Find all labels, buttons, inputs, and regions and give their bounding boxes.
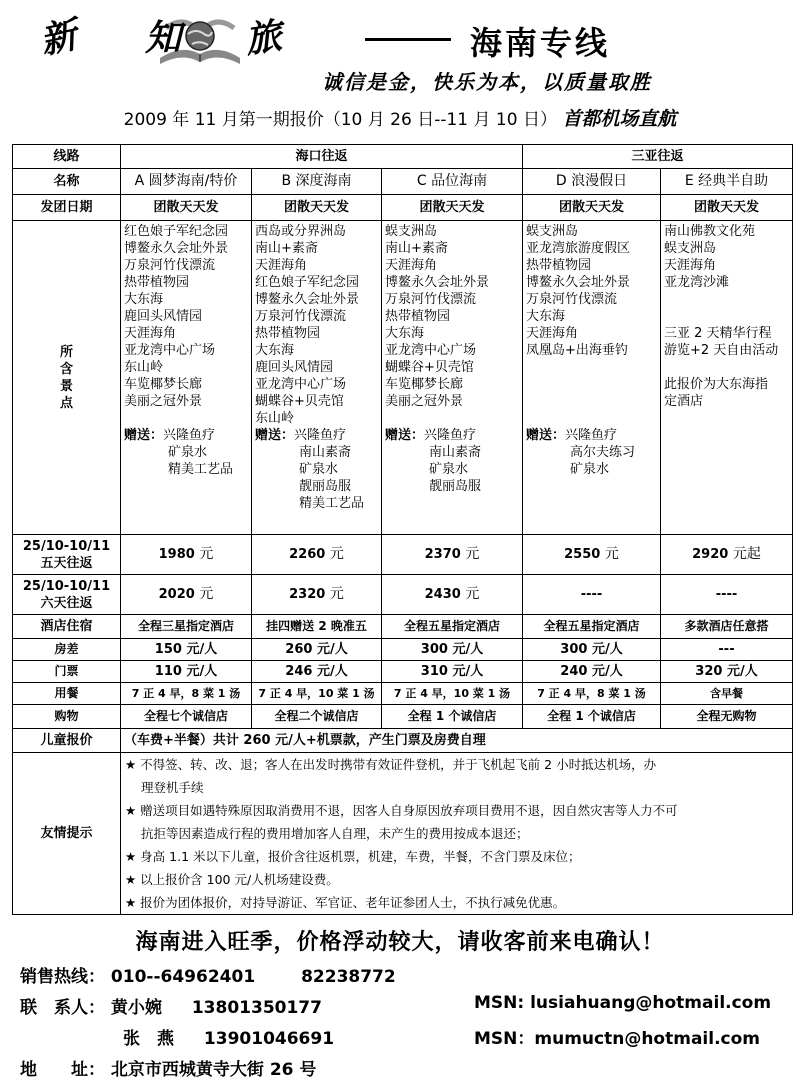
price-value: 1980 (158, 547, 195, 562)
gift-item: 兴隆鱼疗 (424, 428, 477, 443)
spots-b (252, 221, 382, 535)
route-row (13, 145, 793, 169)
spots-label-1: 所 (59, 344, 73, 360)
itinerary-note: 三亚 2 天精华行程 (664, 326, 772, 341)
spot-item: 鹿回头风情园 (124, 309, 203, 324)
contact-phone: 13801350177 (191, 998, 322, 1018)
route-haikou: 海口往返 (121, 145, 523, 169)
spot-item: 大东海 (385, 326, 425, 341)
note-item: ★ 不得签、转、改、退；客人在出发时携带有效证件登机，并于飞机起飞前 2 小时抵达机场，办 (125, 757, 657, 772)
spot-item: 天涯海角 (526, 326, 579, 341)
gift-item: 矿泉水 (299, 462, 339, 477)
spot-item: 万泉河竹伐漂流 (255, 309, 347, 324)
spot-item: 大东海 (526, 309, 566, 324)
price-unit: 元 (329, 546, 344, 562)
price5-label (13, 535, 121, 575)
logo-char-1: 新 (36, 13, 83, 63)
room-e: --- (661, 639, 793, 661)
price-unit: 元 (199, 586, 214, 602)
itinerary-note: 游览+2 天自由活动 (664, 343, 779, 358)
price-value: 2370 (424, 547, 461, 562)
spot-item: 亚龙湾中心广场 (385, 343, 477, 358)
price-unit: 元 (604, 546, 619, 562)
depart-b: 团散天天发 (252, 195, 382, 221)
name-label: 名称 (13, 169, 121, 195)
title-dash (365, 38, 451, 41)
gift-item: 精美工艺品 (168, 462, 234, 477)
spots-label-3: 景 (59, 378, 73, 394)
meal-label: 用餐 (13, 683, 121, 705)
gift-label: 赠送： (124, 428, 164, 443)
gift-item: 南山素斋 (299, 445, 352, 460)
contact-label: 联 系人： (20, 998, 105, 1018)
spot-item: 大东海 (255, 343, 295, 358)
shop-label: 购物 (13, 705, 121, 729)
gifts-d (526, 427, 657, 478)
gift-item: 矿泉水 (168, 445, 208, 460)
spots-row (13, 221, 793, 535)
ticket-c: 310 元/人 (382, 661, 523, 683)
price-table (12, 144, 793, 915)
price6-dates: 25/10-10/11 (22, 578, 111, 594)
spot-item: 博鳌永久会址外景 (124, 241, 229, 256)
spot-item: 热带植物园 (124, 275, 190, 290)
price6-row (13, 575, 793, 615)
price6-c (382, 575, 523, 615)
gifts-b (255, 427, 378, 512)
note-item: ★ 以上报价含 100 元/人机场建设费。 (125, 872, 339, 887)
contact-name: 张 燕 (123, 1029, 174, 1049)
depart-e: 团散天天发 (661, 195, 793, 221)
hotline (20, 962, 396, 987)
price6-label (13, 575, 121, 615)
spot-item: 万泉河竹伐漂流 (526, 292, 618, 307)
price5-row (13, 535, 793, 575)
msn-1: MSN: lusiahuang@hotmail.com (474, 993, 772, 1013)
price-value: 2920 (692, 547, 729, 562)
price5-days: 五天往返 (40, 555, 93, 571)
spot-item: 亚龙湾中心广场 (255, 377, 347, 392)
address-label: 地 址： (20, 1060, 105, 1080)
hotel-c: 全程五星指定酒店 (382, 615, 523, 639)
spot-item: 蝴蝶谷+贝壳馆 (255, 394, 344, 409)
price-unit: 元 (199, 546, 214, 562)
notes-label: 友情提示 (13, 753, 121, 915)
spot-item: 天涯海角 (664, 258, 717, 273)
spot-item: 热带植物园 (255, 326, 321, 341)
spot-item: 美丽之冠外景 (385, 394, 464, 409)
meal-c: 7 正 4 早，10 菜 1 汤 (382, 683, 523, 705)
period-emphasis: 首都机场直航 (562, 108, 677, 130)
price5-dates: 25/10-10/11 (22, 538, 111, 554)
spot-item: 热带植物园 (526, 258, 592, 273)
spot-item: 天涯海角 (124, 326, 177, 341)
price6-days: 六天往返 (40, 595, 93, 611)
ticket-b: 246 元/人 (252, 661, 382, 683)
hotel-e: 多款酒店任意搭 (661, 615, 793, 639)
price-unit: 元起 (732, 546, 761, 562)
hotline-number-2: 82238772 (301, 967, 396, 987)
note-item: ★ 报价为团体报价，对持导游证、军官证、老年证参团人士，不执行减免优惠。 (125, 895, 566, 910)
price-unit: 元 (465, 546, 480, 562)
gift-item: 兴隆鱼疗 (565, 428, 618, 443)
slogan: 诚信是金，快乐为本，以质量取胜 (322, 70, 652, 94)
logo-char-2: 知 (145, 17, 184, 59)
route-label: 线路 (13, 145, 121, 169)
depart-a: 团散天天发 (121, 195, 252, 221)
price-value: ---- (580, 587, 603, 602)
contact-name: 黄小婉 (110, 998, 162, 1018)
hotel-label: 酒店住宿 (13, 615, 121, 639)
spot-item: 亚龙湾沙滩 (664, 275, 730, 290)
price5-b (252, 535, 382, 575)
spot-item: 亚龙湾中心广场 (124, 343, 216, 358)
gift-item: 高尔夫练习 (570, 445, 636, 460)
meal-e: 含早餐 (661, 683, 793, 705)
spot-item: 鹿回头风情园 (255, 360, 334, 375)
ticket-e: 320 元/人 (661, 661, 793, 683)
spot-item: 美丽之冠外景 (124, 394, 203, 409)
logo-char-3: 旅 (242, 14, 287, 62)
gifts-c (385, 427, 519, 495)
spot-item: 热带植物园 (385, 309, 451, 324)
price5-e (661, 535, 793, 575)
season-notice: 海南进入旺季，价格浮动较大，请收客前来电确认！ (135, 929, 665, 955)
tour-name-a: A 圆梦海南/特价 (121, 169, 252, 195)
child-label: 儿童报价 (13, 729, 121, 753)
spot-item: 东山岭 (255, 411, 295, 426)
spot-item: 南山+素斋 (385, 241, 448, 256)
depart-row (13, 195, 793, 221)
spots-e (661, 221, 793, 535)
shop-c: 全程 1 个诚信店 (382, 705, 523, 729)
spot-item: 红色娘子军纪念园 (255, 275, 360, 290)
price-unit: 元 (465, 586, 480, 602)
spot-item: 亚龙湾旅游度假区 (526, 241, 631, 256)
note-item: ★ 身高 1.1 米以下儿童，报价含往返机票，机建，车费，半餐，不含门票及床位； (125, 849, 581, 864)
room-c: 300 元/人 (382, 639, 523, 661)
room-a: 150 元/人 (121, 639, 252, 661)
child-row (13, 729, 793, 753)
note-item: 理登机手续 (141, 780, 204, 795)
shop-b: 全程二个诚信店 (252, 705, 382, 729)
gift-item: 矿泉水 (570, 462, 610, 477)
tour-name-c: C 品位海南 (382, 169, 523, 195)
spot-item: 博鳌永久会址外景 (385, 275, 490, 290)
gift-item: 靓丽岛服 (299, 479, 352, 494)
name-row (13, 169, 793, 195)
depart-c: 团散天天发 (382, 195, 523, 221)
spot-item: 天涯海角 (255, 258, 308, 273)
period-line (0, 104, 800, 131)
depart-d: 团散天天发 (523, 195, 661, 221)
spot-item: 蝴蝶谷+贝壳馆 (385, 360, 474, 375)
tour-name-b: B 深度海南 (252, 169, 382, 195)
company-logo (36, 6, 340, 70)
address-value: 北京市西城黄寺大街 26 号 (110, 1060, 317, 1080)
page-title: 海南专线 (470, 24, 611, 62)
hotel-b: 挂四赠送 2 晚准五 (252, 615, 382, 639)
spot-item: 南山佛教文化苑 (664, 224, 756, 239)
room-b: 260 元/人 (252, 639, 382, 661)
spot-item: 博鳌永久会址外景 (255, 292, 360, 307)
price5-d (523, 535, 661, 575)
spots-a (121, 221, 252, 535)
gift-label: 赠送： (526, 428, 566, 443)
depart-label: 发团日期 (13, 195, 121, 221)
price-value: 2020 (158, 587, 195, 602)
spot-item: 大东海 (124, 292, 164, 307)
price-value: ---- (715, 587, 738, 602)
spot-item: 蜈支洲岛 (664, 241, 717, 256)
address (20, 1055, 316, 1080)
price-value: 2320 (289, 587, 326, 602)
page-header (0, 0, 800, 105)
room-label: 房差 (13, 639, 121, 661)
spot-item: 车览椰梦长廊 (124, 377, 203, 392)
gift-item: 兴隆鱼疗 (163, 428, 216, 443)
child-price: （车费+半餐）共计 260 元/人+机票款，产生门票及房费自理 (121, 729, 793, 753)
spots-label-2: 含 (59, 361, 73, 377)
period-text: 2009 年 11 月第一期报价（10 月 26 日--11 月 10 日） (123, 110, 557, 130)
room-row (13, 639, 793, 661)
hotline-number-1: 010--64962401 (110, 967, 256, 987)
price5-c (382, 535, 523, 575)
route-sanya: 三亚往返 (523, 145, 793, 169)
gift-item: 靓丽岛服 (429, 479, 482, 494)
contact-2 (123, 1024, 334, 1049)
price6-a (121, 575, 252, 615)
price-value: 2430 (424, 587, 461, 602)
ticket-a: 110 元/人 (121, 661, 252, 683)
spots-d (523, 221, 661, 535)
spot-item: 万泉河竹伐漂流 (124, 258, 216, 273)
tour-name-d: D 浪漫假日 (523, 169, 661, 195)
spot-item: 天涯海角 (385, 258, 438, 273)
hotline-label: 销售热线： (20, 967, 105, 987)
spot-item: 蜈支洲岛 (526, 224, 579, 239)
room-d: 300 元/人 (523, 639, 661, 661)
hotel-row (13, 615, 793, 639)
notes-list (121, 753, 793, 915)
gift-item: 矿泉水 (429, 462, 469, 477)
spot-item: 西岛或分界洲岛 (255, 224, 347, 239)
price-unit: 元 (329, 586, 344, 602)
gift-item: 南山素斋 (429, 445, 482, 460)
spots-label (13, 221, 121, 535)
hotel-note: 此报价为大东海指 (664, 377, 769, 392)
msn-2: MSN：mumuctn@hotmail.com (474, 1029, 761, 1049)
note-item: ★ 赠送项目如遇特殊原因取消费用不退，因客人自身原因放弃项目费用不退，因自然灾害等人力不可 (125, 803, 678, 818)
spot-item: 蜈支洲岛 (385, 224, 438, 239)
hotel-note: 定酒店 (664, 394, 704, 409)
shop-a: 全程七个诚信店 (121, 705, 252, 729)
price5-a (121, 535, 252, 575)
price6-e (661, 575, 793, 615)
spot-item: 南山+素斋 (255, 241, 318, 256)
spot-item: 万泉河竹伐漂流 (385, 292, 477, 307)
gift-item: 兴隆鱼疗 (294, 428, 347, 443)
hotel-a: 全程三星指定酒店 (121, 615, 252, 639)
hotel-d: 全程五星指定酒店 (523, 615, 661, 639)
meal-b: 7 正 4 早，10 菜 1 汤 (252, 683, 382, 705)
meal-d: 7 正 4 早，8 菜 1 汤 (523, 683, 661, 705)
gift-item: 精美工艺品 (299, 496, 365, 511)
tour-name-e: E 经典半自助 (661, 169, 793, 195)
spot-item: 东山岭 (124, 360, 164, 375)
shop-d: 全程 1 个诚信店 (523, 705, 661, 729)
gift-label: 赠送： (385, 428, 425, 443)
spot-item: 博鳌永久会址外景 (526, 275, 631, 290)
spot-item: 凤凰岛+出海垂钓 (526, 343, 628, 358)
ticket-row (13, 661, 793, 683)
spots-label-4: 点 (59, 395, 73, 411)
spot-item: 车览椰梦长廊 (385, 377, 464, 392)
gift-label: 赠送： (255, 428, 295, 443)
spots-c (382, 221, 523, 535)
contact-phone: 13901046691 (203, 1029, 335, 1049)
price-value: 2550 (564, 547, 601, 562)
ticket-label: 门票 (13, 661, 121, 683)
price6-b (252, 575, 382, 615)
gifts-a (124, 427, 248, 478)
notes-row (13, 753, 793, 915)
shop-row (13, 705, 793, 729)
contact-1 (20, 993, 322, 1018)
spot-item: 红色娘子军纪念园 (124, 224, 229, 239)
price6-d (523, 575, 661, 615)
note-item: 抗拒等因素造成行程的费用增加客人自理，未产生的费用按成本退还； (141, 826, 529, 841)
shop-e: 全程无购物 (661, 705, 793, 729)
meal-a: 7 正 4 早，8 菜 1 汤 (121, 683, 252, 705)
price-value: 2260 (289, 547, 326, 562)
meal-row (13, 683, 793, 705)
ticket-d: 240 元/人 (523, 661, 661, 683)
